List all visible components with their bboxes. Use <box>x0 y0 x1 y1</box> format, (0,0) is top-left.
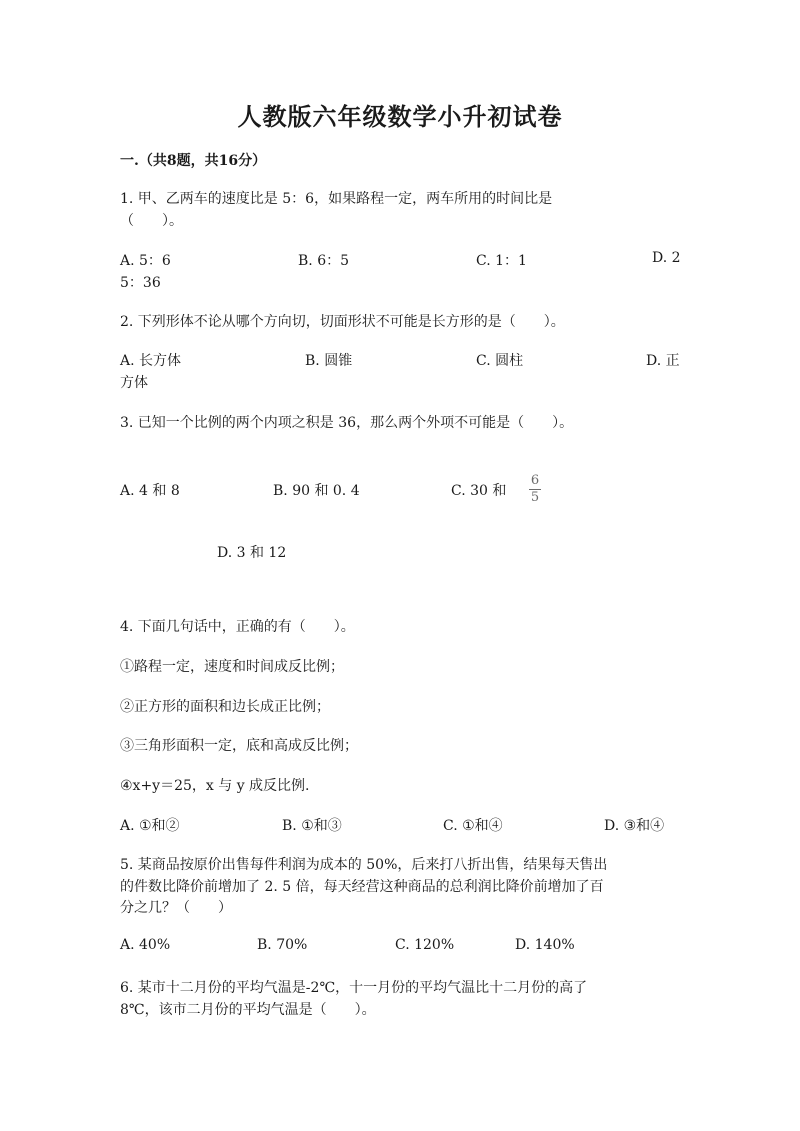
question-6-line-1: 6. 某市十二月份的平均气温是-2℃，十一月份的平均气温比十二月份的高了 <box>120 980 588 996</box>
question-4-statement-4: ④x+y＝25，x 与 y 成反比例. <box>120 778 310 794</box>
question-5-option-a: A. 40% <box>120 937 171 953</box>
question-1-option-c: C. 1：1 <box>476 253 527 269</box>
question-4-option-d: D. ③和④ <box>604 818 665 834</box>
question-2-option-b: B. 圆锥 <box>305 353 353 369</box>
question-5-option-b: B. 70% <box>257 937 308 953</box>
question-5-option-d: D. 140% <box>515 937 575 953</box>
question-4-option-c: C. ①和④ <box>443 818 503 834</box>
question-4-statement-1: ①路程一定，速度和时间成反比例； <box>120 659 344 675</box>
question-5-option-c: C. 120% <box>395 937 455 953</box>
question-4-statement-3: ③三角形面积一定，底和高成反比例； <box>120 738 358 754</box>
question-5-line-3: 分之几？（ ） <box>120 900 232 916</box>
question-1-option-d-wrap: 5：36 <box>120 275 161 291</box>
question-3-option-d: D. 3 和 12 <box>217 545 287 561</box>
question-1-option-a: A. 5：6 <box>120 253 171 269</box>
question-4-statement-2: ②正方形的面积和边长成正比例； <box>120 699 330 715</box>
question-2-option-a: A. 长方体 <box>120 353 182 369</box>
question-4-option-a: A. ①和② <box>120 818 180 834</box>
fraction <box>528 473 542 506</box>
question-1-option-b: B. 6：5 <box>298 253 350 269</box>
question-4-option-b: B. ①和③ <box>282 818 342 834</box>
question-3-option-c: C. 30 和 <box>451 483 507 499</box>
question-3-option-a: A. 4 和 8 <box>120 483 180 499</box>
question-2-line-1: 2. 下列形体不论从哪个方向切，切面形状不可能是长方形的是（ ）。 <box>120 314 565 330</box>
question-2-option-c: C. 圆柱 <box>476 353 524 369</box>
question-1-line-1: 1. 甲、乙两车的速度比是 5：6，如果路程一定，两车所用的时间比是 <box>120 191 553 207</box>
fraction-denominator: 5 <box>530 490 540 505</box>
question-5-line-2: 的件数比降价前增加了 2. 5 倍，每天经营这种商品的总利润比降价前增加了百 <box>120 879 604 895</box>
section-heading: 一.（共8题，共16分） <box>120 153 267 169</box>
question-3-line-1: 3. 已知一个比例的两个内项之积是 36，那么两个外项不可能是（ ）。 <box>120 415 574 431</box>
question-4-line-1: 4. 下面几句话中，正确的有（ ）。 <box>120 619 355 635</box>
question-1-option-d: D. 2 <box>652 250 681 266</box>
question-3-option-b: B. 90 和 0. 4 <box>273 483 360 499</box>
question-2-option-d-wrap: 方体 <box>120 375 148 391</box>
question-2-option-d: D. 正 <box>646 353 680 369</box>
question-1-line-2: （ ）。 <box>120 213 183 229</box>
fraction-numerator: 6 <box>530 473 540 488</box>
question-5-line-1: 5. 某商品按原价出售每件利润为成本的 50%，后来打八折出售，结果每天售出 <box>120 857 608 873</box>
question-6-line-2: 8℃，该市二月份的平均气温是（ ）。 <box>120 1002 376 1018</box>
page-title: 人教版六年级数学小升初试卷 <box>237 102 563 131</box>
